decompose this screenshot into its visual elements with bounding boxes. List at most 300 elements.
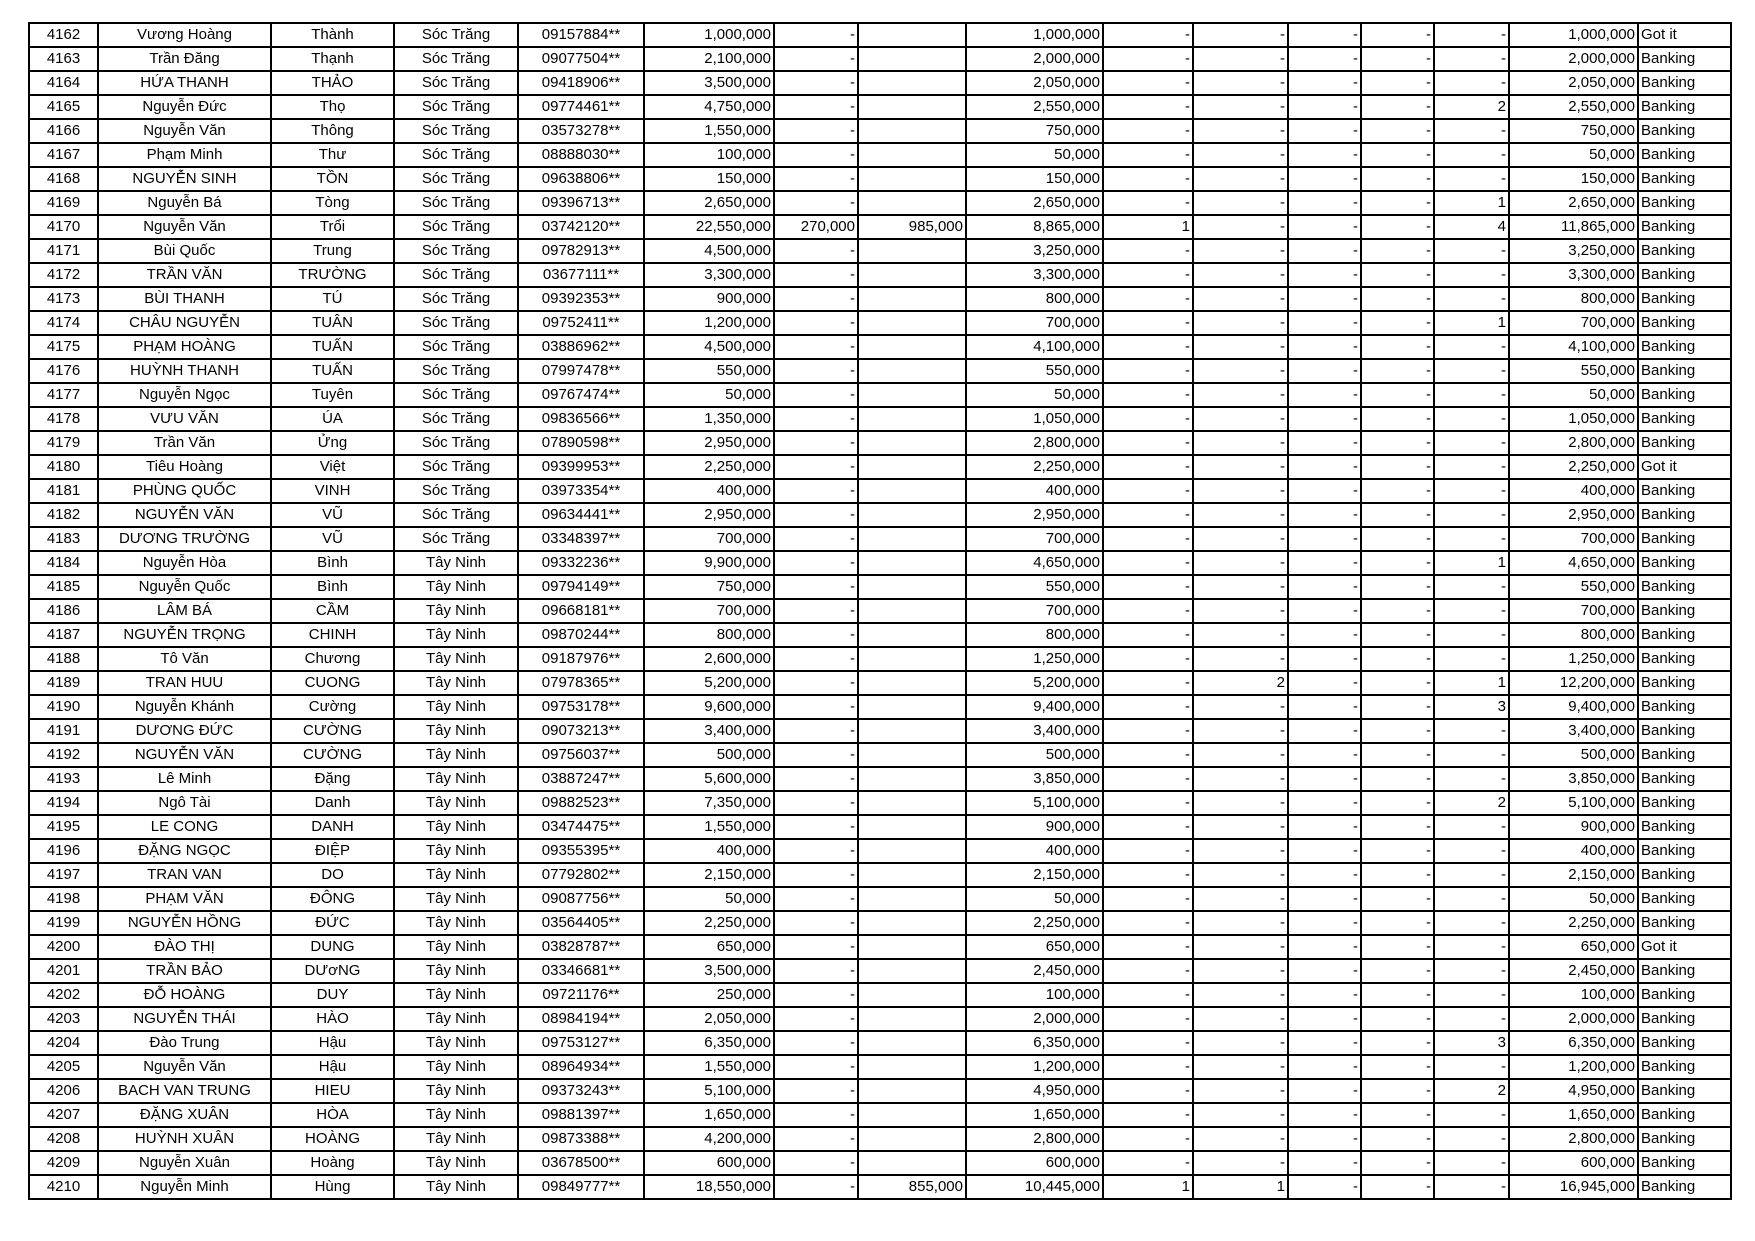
- cell-amount3[interactable]: 1,200,000: [1509, 1055, 1638, 1079]
- cell-phone[interactable]: 09873388**: [518, 1127, 644, 1151]
- cell-amount3[interactable]: 9,400,000: [1509, 695, 1638, 719]
- cell-status[interactable]: Banking: [1638, 311, 1731, 335]
- cell-given_name[interactable]: Trổi: [271, 215, 394, 239]
- cell-family_name[interactable]: BÙI THANH: [98, 287, 271, 311]
- cell-province[interactable]: Tây Ninh: [394, 983, 518, 1007]
- cell-col14[interactable]: -: [1434, 71, 1509, 95]
- cell-col13[interactable]: -: [1361, 287, 1434, 311]
- cell-col14[interactable]: 2: [1434, 95, 1509, 119]
- cell-family_name[interactable]: DƯƠNG ĐỨC: [98, 719, 271, 743]
- cell-province[interactable]: Sóc Trăng: [394, 71, 518, 95]
- cell-status[interactable]: Banking: [1638, 431, 1731, 455]
- cell-given_name[interactable]: Thành: [271, 23, 394, 47]
- cell-col7[interactable]: -: [774, 575, 858, 599]
- cell-amount1[interactable]: 5,100,000: [644, 1079, 774, 1103]
- cell-id[interactable]: 4207: [29, 1103, 98, 1127]
- cell-col12[interactable]: -: [1288, 719, 1361, 743]
- cell-col11[interactable]: -: [1193, 863, 1288, 887]
- cell-given_name[interactable]: Ửng: [271, 431, 394, 455]
- cell-col11[interactable]: -: [1193, 575, 1288, 599]
- cell-family_name[interactable]: TRAN VAN: [98, 863, 271, 887]
- cell-col12[interactable]: -: [1288, 383, 1361, 407]
- cell-given_name[interactable]: ÚA: [271, 407, 394, 431]
- cell-col8[interactable]: [858, 551, 966, 575]
- cell-amount1[interactable]: 3,400,000: [644, 719, 774, 743]
- cell-id[interactable]: 4202: [29, 983, 98, 1007]
- cell-amount1[interactable]: 1,650,000: [644, 1103, 774, 1127]
- cell-amount3[interactable]: 3,300,000: [1509, 263, 1638, 287]
- cell-col8[interactable]: [858, 935, 966, 959]
- cell-amount1[interactable]: 2,950,000: [644, 503, 774, 527]
- cell-col12[interactable]: -: [1288, 791, 1361, 815]
- cell-col8[interactable]: [858, 287, 966, 311]
- cell-col10[interactable]: -: [1103, 935, 1193, 959]
- cell-amount3[interactable]: 1,250,000: [1509, 647, 1638, 671]
- cell-col11[interactable]: -: [1193, 551, 1288, 575]
- cell-col10[interactable]: 1: [1103, 215, 1193, 239]
- cell-province[interactable]: Tây Ninh: [394, 695, 518, 719]
- cell-amount1[interactable]: 2,100,000: [644, 47, 774, 71]
- cell-status[interactable]: Banking: [1638, 215, 1731, 239]
- cell-province[interactable]: Sóc Trăng: [394, 47, 518, 71]
- cell-amount3[interactable]: 3,250,000: [1509, 239, 1638, 263]
- cell-amount2[interactable]: 900,000: [966, 815, 1103, 839]
- cell-col7[interactable]: -: [774, 407, 858, 431]
- cell-col11[interactable]: -: [1193, 1127, 1288, 1151]
- cell-col14[interactable]: -: [1434, 287, 1509, 311]
- cell-family_name[interactable]: Trần Đăng: [98, 47, 271, 71]
- cell-family_name[interactable]: ĐẶNG NGỌC: [98, 839, 271, 863]
- cell-family_name[interactable]: Nguyễn Khánh: [98, 695, 271, 719]
- cell-col10[interactable]: 1: [1103, 1175, 1193, 1199]
- cell-given_name[interactable]: CƯỜNG: [271, 743, 394, 767]
- cell-col12[interactable]: -: [1288, 215, 1361, 239]
- cell-amount2[interactable]: 2,950,000: [966, 503, 1103, 527]
- cell-status[interactable]: Banking: [1638, 191, 1731, 215]
- cell-id[interactable]: 4198: [29, 887, 98, 911]
- cell-col11[interactable]: -: [1193, 431, 1288, 455]
- cell-amount2[interactable]: 9,400,000: [966, 695, 1103, 719]
- cell-amount1[interactable]: 4,200,000: [644, 1127, 774, 1151]
- cell-col14[interactable]: -: [1434, 455, 1509, 479]
- cell-col8[interactable]: [858, 767, 966, 791]
- cell-amount1[interactable]: 4,500,000: [644, 239, 774, 263]
- cell-phone[interactable]: 03742120**: [518, 215, 644, 239]
- cell-given_name[interactable]: TUẤN: [271, 359, 394, 383]
- cell-phone[interactable]: 08964934**: [518, 1055, 644, 1079]
- cell-col14[interactable]: 1: [1434, 551, 1509, 575]
- cell-col12[interactable]: -: [1288, 359, 1361, 383]
- cell-col11[interactable]: -: [1193, 119, 1288, 143]
- cell-col13[interactable]: -: [1361, 575, 1434, 599]
- cell-province[interactable]: Sóc Trăng: [394, 167, 518, 191]
- cell-col13[interactable]: -: [1361, 599, 1434, 623]
- cell-id[interactable]: 4189: [29, 671, 98, 695]
- cell-col12[interactable]: -: [1288, 407, 1361, 431]
- cell-col11[interactable]: -: [1193, 239, 1288, 263]
- cell-col14[interactable]: -: [1434, 143, 1509, 167]
- cell-col10[interactable]: -: [1103, 1127, 1193, 1151]
- cell-col10[interactable]: -: [1103, 263, 1193, 287]
- cell-amount1[interactable]: 18,550,000: [644, 1175, 774, 1199]
- cell-id[interactable]: 4195: [29, 815, 98, 839]
- cell-col8[interactable]: [858, 527, 966, 551]
- cell-col8[interactable]: [858, 1079, 966, 1103]
- cell-col8[interactable]: [858, 479, 966, 503]
- cell-amount3[interactable]: 700,000: [1509, 599, 1638, 623]
- cell-col8[interactable]: [858, 95, 966, 119]
- cell-col8[interactable]: [858, 335, 966, 359]
- cell-id[interactable]: 4177: [29, 383, 98, 407]
- cell-col8[interactable]: [858, 671, 966, 695]
- cell-status[interactable]: Banking: [1638, 119, 1731, 143]
- cell-col8[interactable]: 985,000: [858, 215, 966, 239]
- cell-col7[interactable]: -: [774, 911, 858, 935]
- cell-col11[interactable]: 1: [1193, 1175, 1288, 1199]
- cell-amount1[interactable]: 400,000: [644, 479, 774, 503]
- cell-status[interactable]: Banking: [1638, 575, 1731, 599]
- cell-status[interactable]: Banking: [1638, 407, 1731, 431]
- cell-col11[interactable]: -: [1193, 23, 1288, 47]
- cell-amount3[interactable]: 2,800,000: [1509, 431, 1638, 455]
- cell-amount2[interactable]: 800,000: [966, 287, 1103, 311]
- cell-col12[interactable]: -: [1288, 503, 1361, 527]
- cell-col11[interactable]: -: [1193, 959, 1288, 983]
- cell-id[interactable]: 4194: [29, 791, 98, 815]
- cell-status[interactable]: Banking: [1638, 599, 1731, 623]
- cell-col10[interactable]: -: [1103, 143, 1193, 167]
- cell-col7[interactable]: -: [774, 815, 858, 839]
- cell-col12[interactable]: -: [1288, 959, 1361, 983]
- cell-col12[interactable]: -: [1288, 647, 1361, 671]
- cell-province[interactable]: Sóc Trăng: [394, 359, 518, 383]
- cell-id[interactable]: 4191: [29, 719, 98, 743]
- cell-col8[interactable]: [858, 143, 966, 167]
- cell-amount2[interactable]: 2,800,000: [966, 1127, 1103, 1151]
- cell-col11[interactable]: -: [1193, 143, 1288, 167]
- cell-col11[interactable]: -: [1193, 935, 1288, 959]
- cell-col13[interactable]: -: [1361, 839, 1434, 863]
- cell-phone[interactable]: 09721176**: [518, 983, 644, 1007]
- cell-family_name[interactable]: Ngô Tài: [98, 791, 271, 815]
- cell-amount2[interactable]: 500,000: [966, 743, 1103, 767]
- cell-phone[interactable]: 03678500**: [518, 1151, 644, 1175]
- cell-province[interactable]: Tây Ninh: [394, 839, 518, 863]
- cell-col10[interactable]: -: [1103, 71, 1193, 95]
- cell-given_name[interactable]: DUY: [271, 983, 394, 1007]
- cell-status[interactable]: Banking: [1638, 167, 1731, 191]
- cell-col7[interactable]: -: [774, 119, 858, 143]
- cell-col10[interactable]: -: [1103, 383, 1193, 407]
- cell-family_name[interactable]: ĐÀO THỊ: [98, 935, 271, 959]
- cell-province[interactable]: Tây Ninh: [394, 863, 518, 887]
- cell-status[interactable]: Banking: [1638, 623, 1731, 647]
- cell-amount3[interactable]: 2,550,000: [1509, 95, 1638, 119]
- cell-amount2[interactable]: 600,000: [966, 1151, 1103, 1175]
- cell-id[interactable]: 4166: [29, 119, 98, 143]
- cell-col13[interactable]: -: [1361, 527, 1434, 551]
- cell-id[interactable]: 4193: [29, 767, 98, 791]
- cell-col14[interactable]: -: [1434, 263, 1509, 287]
- cell-province[interactable]: Sóc Trăng: [394, 23, 518, 47]
- cell-family_name[interactable]: ĐẶNG XUÂN: [98, 1103, 271, 1127]
- cell-amount1[interactable]: 22,550,000: [644, 215, 774, 239]
- cell-col13[interactable]: -: [1361, 959, 1434, 983]
- cell-given_name[interactable]: Hùng: [271, 1175, 394, 1199]
- cell-col10[interactable]: -: [1103, 767, 1193, 791]
- cell-status[interactable]: Banking: [1638, 1007, 1731, 1031]
- cell-col7[interactable]: -: [774, 191, 858, 215]
- cell-col12[interactable]: -: [1288, 671, 1361, 695]
- cell-given_name[interactable]: CƯỜNG: [271, 719, 394, 743]
- cell-given_name[interactable]: TUẤN: [271, 335, 394, 359]
- cell-col10[interactable]: -: [1103, 407, 1193, 431]
- cell-province[interactable]: Tây Ninh: [394, 1175, 518, 1199]
- cell-province[interactable]: Tây Ninh: [394, 551, 518, 575]
- cell-col7[interactable]: -: [774, 647, 858, 671]
- cell-amount1[interactable]: 750,000: [644, 575, 774, 599]
- cell-given_name[interactable]: ĐIỆP: [271, 839, 394, 863]
- cell-col14[interactable]: -: [1434, 47, 1509, 71]
- cell-amount3[interactable]: 3,850,000: [1509, 767, 1638, 791]
- cell-col10[interactable]: -: [1103, 599, 1193, 623]
- cell-family_name[interactable]: BACH VAN TRUNG: [98, 1079, 271, 1103]
- cell-col11[interactable]: -: [1193, 839, 1288, 863]
- cell-status[interactable]: Banking: [1638, 743, 1731, 767]
- cell-amount2[interactable]: 3,400,000: [966, 719, 1103, 743]
- cell-status[interactable]: Banking: [1638, 719, 1731, 743]
- cell-given_name[interactable]: Đặng: [271, 767, 394, 791]
- cell-given_name[interactable]: Thông: [271, 119, 394, 143]
- cell-amount1[interactable]: 700,000: [644, 527, 774, 551]
- cell-col13[interactable]: -: [1361, 623, 1434, 647]
- cell-col7[interactable]: -: [774, 1103, 858, 1127]
- cell-col7[interactable]: -: [774, 287, 858, 311]
- cell-col10[interactable]: -: [1103, 431, 1193, 455]
- cell-col8[interactable]: [858, 887, 966, 911]
- cell-amount3[interactable]: 1,050,000: [1509, 407, 1638, 431]
- cell-phone[interactable]: 09870244**: [518, 623, 644, 647]
- cell-col7[interactable]: -: [774, 599, 858, 623]
- cell-amount2[interactable]: 650,000: [966, 935, 1103, 959]
- cell-amount3[interactable]: 400,000: [1509, 479, 1638, 503]
- cell-id[interactable]: 4185: [29, 575, 98, 599]
- cell-id[interactable]: 4188: [29, 647, 98, 671]
- cell-col11[interactable]: -: [1193, 407, 1288, 431]
- cell-status[interactable]: Banking: [1638, 479, 1731, 503]
- cell-family_name[interactable]: TRẦN BẢO: [98, 959, 271, 983]
- cell-col12[interactable]: -: [1288, 47, 1361, 71]
- cell-given_name[interactable]: TUÂN: [271, 311, 394, 335]
- cell-family_name[interactable]: NGUYỄN TRỌNG: [98, 623, 271, 647]
- cell-col11[interactable]: -: [1193, 335, 1288, 359]
- cell-amount2[interactable]: 100,000: [966, 983, 1103, 1007]
- cell-family_name[interactable]: LE CONG: [98, 815, 271, 839]
- cell-col10[interactable]: -: [1103, 1151, 1193, 1175]
- cell-province[interactable]: Sóc Trăng: [394, 383, 518, 407]
- cell-col8[interactable]: 855,000: [858, 1175, 966, 1199]
- cell-id[interactable]: 4199: [29, 911, 98, 935]
- cell-col8[interactable]: [858, 815, 966, 839]
- cell-family_name[interactable]: Tô Văn: [98, 647, 271, 671]
- cell-amount1[interactable]: 3,500,000: [644, 959, 774, 983]
- cell-col7[interactable]: -: [774, 935, 858, 959]
- cell-amount1[interactable]: 2,050,000: [644, 1007, 774, 1031]
- cell-col11[interactable]: -: [1193, 191, 1288, 215]
- cell-col12[interactable]: -: [1288, 287, 1361, 311]
- cell-col8[interactable]: [858, 983, 966, 1007]
- cell-phone[interactable]: 09668181**: [518, 599, 644, 623]
- cell-id[interactable]: 4176: [29, 359, 98, 383]
- cell-status[interactable]: Banking: [1638, 1079, 1731, 1103]
- cell-province[interactable]: Sóc Trăng: [394, 287, 518, 311]
- cell-id[interactable]: 4163: [29, 47, 98, 71]
- cell-phone[interactable]: 03348397**: [518, 527, 644, 551]
- cell-col11[interactable]: -: [1193, 791, 1288, 815]
- cell-col14[interactable]: -: [1434, 959, 1509, 983]
- cell-col14[interactable]: -: [1434, 719, 1509, 743]
- cell-amount1[interactable]: 1,000,000: [644, 23, 774, 47]
- cell-col14[interactable]: -: [1434, 575, 1509, 599]
- cell-given_name[interactable]: Bình: [271, 575, 394, 599]
- cell-amount2[interactable]: 8,865,000: [966, 215, 1103, 239]
- cell-status[interactable]: Banking: [1638, 911, 1731, 935]
- cell-amount1[interactable]: 50,000: [644, 383, 774, 407]
- cell-col12[interactable]: -: [1288, 191, 1361, 215]
- cell-col10[interactable]: -: [1103, 959, 1193, 983]
- cell-phone[interactable]: 09073213**: [518, 719, 644, 743]
- cell-amount1[interactable]: 2,250,000: [644, 911, 774, 935]
- cell-family_name[interactable]: VƯU VĂN: [98, 407, 271, 431]
- cell-family_name[interactable]: HỨA THANH: [98, 71, 271, 95]
- cell-col11[interactable]: -: [1193, 695, 1288, 719]
- cell-col8[interactable]: [858, 119, 966, 143]
- cell-col10[interactable]: -: [1103, 839, 1193, 863]
- cell-family_name[interactable]: ĐỖ HOÀNG: [98, 983, 271, 1007]
- cell-col12[interactable]: -: [1288, 239, 1361, 263]
- cell-amount2[interactable]: 5,200,000: [966, 671, 1103, 695]
- cell-given_name[interactable]: Tuyên: [271, 383, 394, 407]
- cell-amount1[interactable]: 50,000: [644, 887, 774, 911]
- cell-col10[interactable]: -: [1103, 551, 1193, 575]
- cell-col12[interactable]: -: [1288, 935, 1361, 959]
- cell-family_name[interactable]: NGUYỄN VĂN: [98, 503, 271, 527]
- cell-col12[interactable]: -: [1288, 863, 1361, 887]
- cell-col12[interactable]: -: [1288, 1127, 1361, 1151]
- cell-col7[interactable]: -: [774, 95, 858, 119]
- cell-family_name[interactable]: PHÙNG QUỐC: [98, 479, 271, 503]
- cell-province[interactable]: Sóc Trăng: [394, 407, 518, 431]
- cell-province[interactable]: Sóc Trăng: [394, 215, 518, 239]
- cell-col12[interactable]: -: [1288, 911, 1361, 935]
- cell-amount2[interactable]: 50,000: [966, 143, 1103, 167]
- cell-amount2[interactable]: 750,000: [966, 119, 1103, 143]
- cell-col11[interactable]: -: [1193, 503, 1288, 527]
- cell-col14[interactable]: -: [1434, 623, 1509, 647]
- cell-col12[interactable]: -: [1288, 311, 1361, 335]
- cell-col8[interactable]: [858, 599, 966, 623]
- cell-col7[interactable]: -: [774, 1151, 858, 1175]
- cell-col14[interactable]: -: [1434, 503, 1509, 527]
- cell-status[interactable]: Banking: [1638, 863, 1731, 887]
- cell-col11[interactable]: -: [1193, 599, 1288, 623]
- cell-col14[interactable]: -: [1434, 863, 1509, 887]
- cell-amount1[interactable]: 9,900,000: [644, 551, 774, 575]
- cell-amount2[interactable]: 2,250,000: [966, 911, 1103, 935]
- cell-family_name[interactable]: Bùi Quốc: [98, 239, 271, 263]
- cell-phone[interactable]: 09332236**: [518, 551, 644, 575]
- cell-given_name[interactable]: VINH: [271, 479, 394, 503]
- cell-amount3[interactable]: 4,650,000: [1509, 551, 1638, 575]
- cell-id[interactable]: 4192: [29, 743, 98, 767]
- cell-col12[interactable]: -: [1288, 455, 1361, 479]
- cell-col14[interactable]: -: [1434, 647, 1509, 671]
- cell-phone[interactable]: 08984194**: [518, 1007, 644, 1031]
- cell-id[interactable]: 4173: [29, 287, 98, 311]
- cell-col11[interactable]: -: [1193, 887, 1288, 911]
- cell-col8[interactable]: [858, 575, 966, 599]
- cell-amount1[interactable]: 550,000: [644, 359, 774, 383]
- cell-col11[interactable]: -: [1193, 263, 1288, 287]
- cell-col14[interactable]: 1: [1434, 191, 1509, 215]
- cell-amount2[interactable]: 550,000: [966, 575, 1103, 599]
- cell-col13[interactable]: -: [1361, 1127, 1434, 1151]
- cell-col13[interactable]: -: [1361, 359, 1434, 383]
- cell-col11[interactable]: -: [1193, 1079, 1288, 1103]
- cell-col10[interactable]: -: [1103, 95, 1193, 119]
- cell-col13[interactable]: -: [1361, 1055, 1434, 1079]
- cell-given_name[interactable]: HÀO: [271, 1007, 394, 1031]
- cell-given_name[interactable]: Trung: [271, 239, 394, 263]
- cell-col13[interactable]: -: [1361, 1031, 1434, 1055]
- cell-col13[interactable]: -: [1361, 671, 1434, 695]
- cell-amount1[interactable]: 2,650,000: [644, 191, 774, 215]
- cell-col10[interactable]: -: [1103, 623, 1193, 647]
- cell-amount3[interactable]: 1,000,000: [1509, 23, 1638, 47]
- cell-amount3[interactable]: 750,000: [1509, 119, 1638, 143]
- cell-family_name[interactable]: Nguyễn Đức: [98, 95, 271, 119]
- cell-col12[interactable]: -: [1288, 23, 1361, 47]
- cell-amount3[interactable]: 550,000: [1509, 359, 1638, 383]
- cell-amount3[interactable]: 4,100,000: [1509, 335, 1638, 359]
- cell-family_name[interactable]: Lê Minh: [98, 767, 271, 791]
- cell-family_name[interactable]: Nguyễn Xuân: [98, 1151, 271, 1175]
- cell-col13[interactable]: -: [1361, 719, 1434, 743]
- cell-amount3[interactable]: 500,000: [1509, 743, 1638, 767]
- cell-col13[interactable]: -: [1361, 455, 1434, 479]
- cell-given_name[interactable]: CUONG: [271, 671, 394, 695]
- cell-amount1[interactable]: 2,250,000: [644, 455, 774, 479]
- cell-phone[interactable]: 09399953**: [518, 455, 644, 479]
- cell-amount2[interactable]: 4,100,000: [966, 335, 1103, 359]
- cell-col14[interactable]: -: [1434, 431, 1509, 455]
- cell-col12[interactable]: -: [1288, 95, 1361, 119]
- cell-col11[interactable]: -: [1193, 479, 1288, 503]
- cell-col10[interactable]: -: [1103, 1103, 1193, 1127]
- cell-status[interactable]: Banking: [1638, 1175, 1731, 1199]
- cell-col12[interactable]: -: [1288, 1031, 1361, 1055]
- cell-col7[interactable]: -: [774, 623, 858, 647]
- cell-col13[interactable]: -: [1361, 119, 1434, 143]
- cell-phone[interactable]: 07792802**: [518, 863, 644, 887]
- cell-amount3[interactable]: 2,950,000: [1509, 503, 1638, 527]
- cell-col11[interactable]: -: [1193, 1007, 1288, 1031]
- cell-col12[interactable]: -: [1288, 119, 1361, 143]
- cell-amount3[interactable]: 5,100,000: [1509, 791, 1638, 815]
- cell-col8[interactable]: [858, 311, 966, 335]
- cell-col10[interactable]: -: [1103, 359, 1193, 383]
- cell-col13[interactable]: -: [1361, 911, 1434, 935]
